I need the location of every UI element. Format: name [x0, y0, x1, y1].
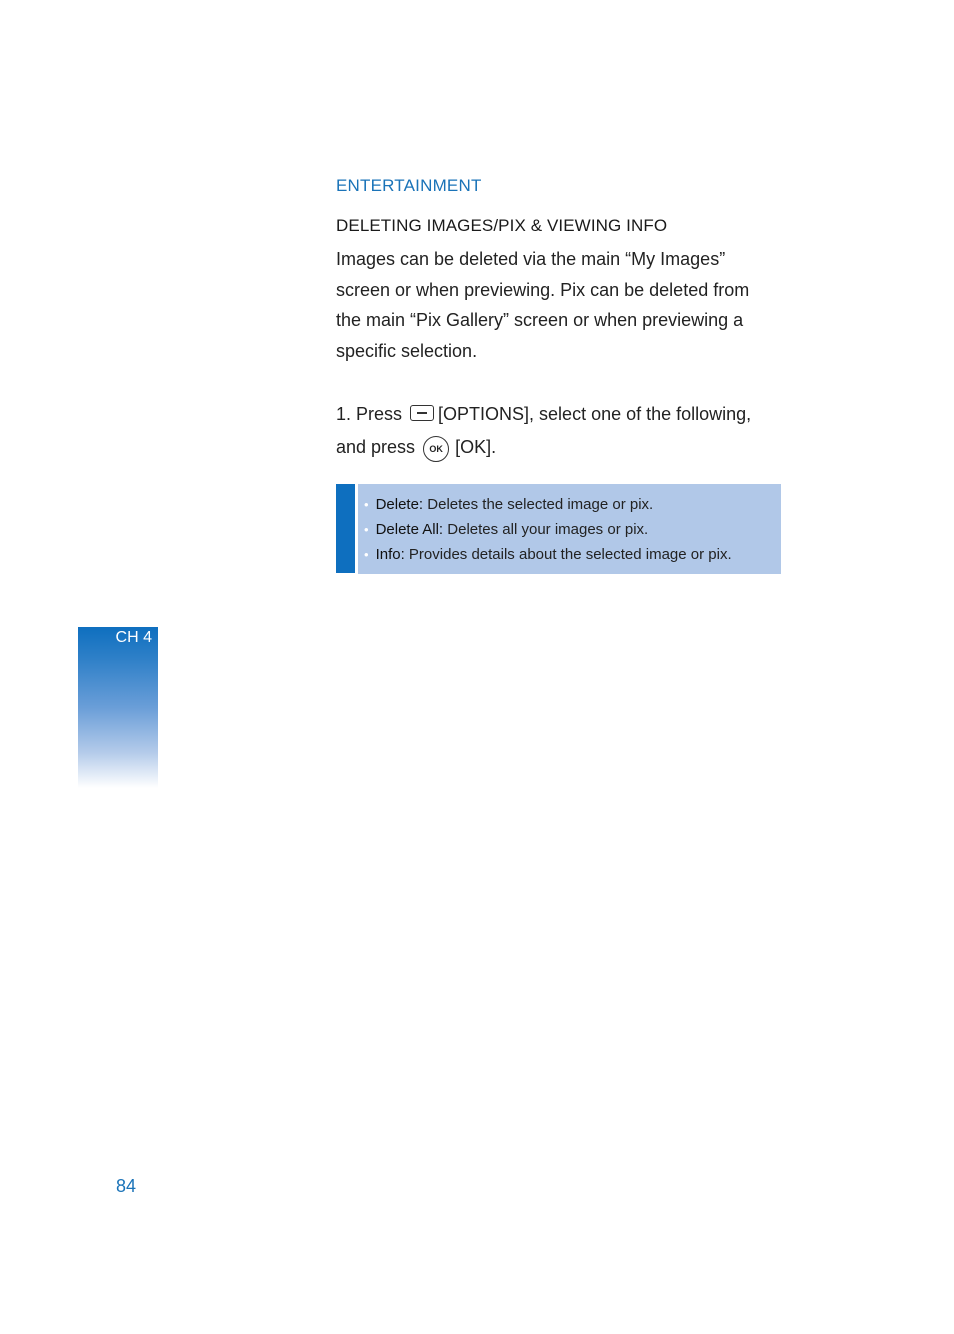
option-term: Delete: [375, 496, 424, 513]
option-desc: Deletes the selected image or pix. [427, 496, 654, 513]
list-item [364, 517, 781, 542]
chapter-tab [78, 627, 158, 788]
and-press-text: and press [336, 437, 416, 457]
bullet-icon: • [364, 547, 369, 562]
soft-key-icon [410, 405, 434, 421]
step-prefix: 1. Press [336, 404, 403, 424]
body-paragraph: Images can be deleted via the main “My Images” screen or when previewing. Pix can be deleted from the main “Pix Gallery” screen or when previewing a specific selection. [336, 249, 750, 361]
section-title: ENTERTAINMENT [336, 176, 482, 195]
options-label: [OPTIONS], select one of the following, [438, 404, 752, 424]
ok-label: [OK]. [455, 437, 497, 457]
option-desc: Deletes all your images or pix. [447, 521, 649, 538]
note-accent-bar [336, 484, 355, 573]
list-item [364, 492, 781, 517]
note-box [358, 484, 781, 574]
ok-key-icon: OK [423, 436, 449, 462]
subhead-title: DELETING IMAGES/PIX & VIEWING INFO [336, 216, 668, 235]
option-term: Delete All: [375, 521, 444, 538]
chapter-label: CH 4 [115, 629, 152, 646]
option-list [358, 484, 781, 567]
bullet-icon: • [364, 522, 369, 537]
list-item [364, 542, 781, 567]
bullet-icon: • [364, 497, 369, 512]
option-term: Info: [375, 546, 405, 563]
option-desc: Provides details about the selected image or pix. [408, 546, 732, 563]
page-number: 84 [116, 1176, 137, 1196]
step-instruction [336, 398, 786, 464]
